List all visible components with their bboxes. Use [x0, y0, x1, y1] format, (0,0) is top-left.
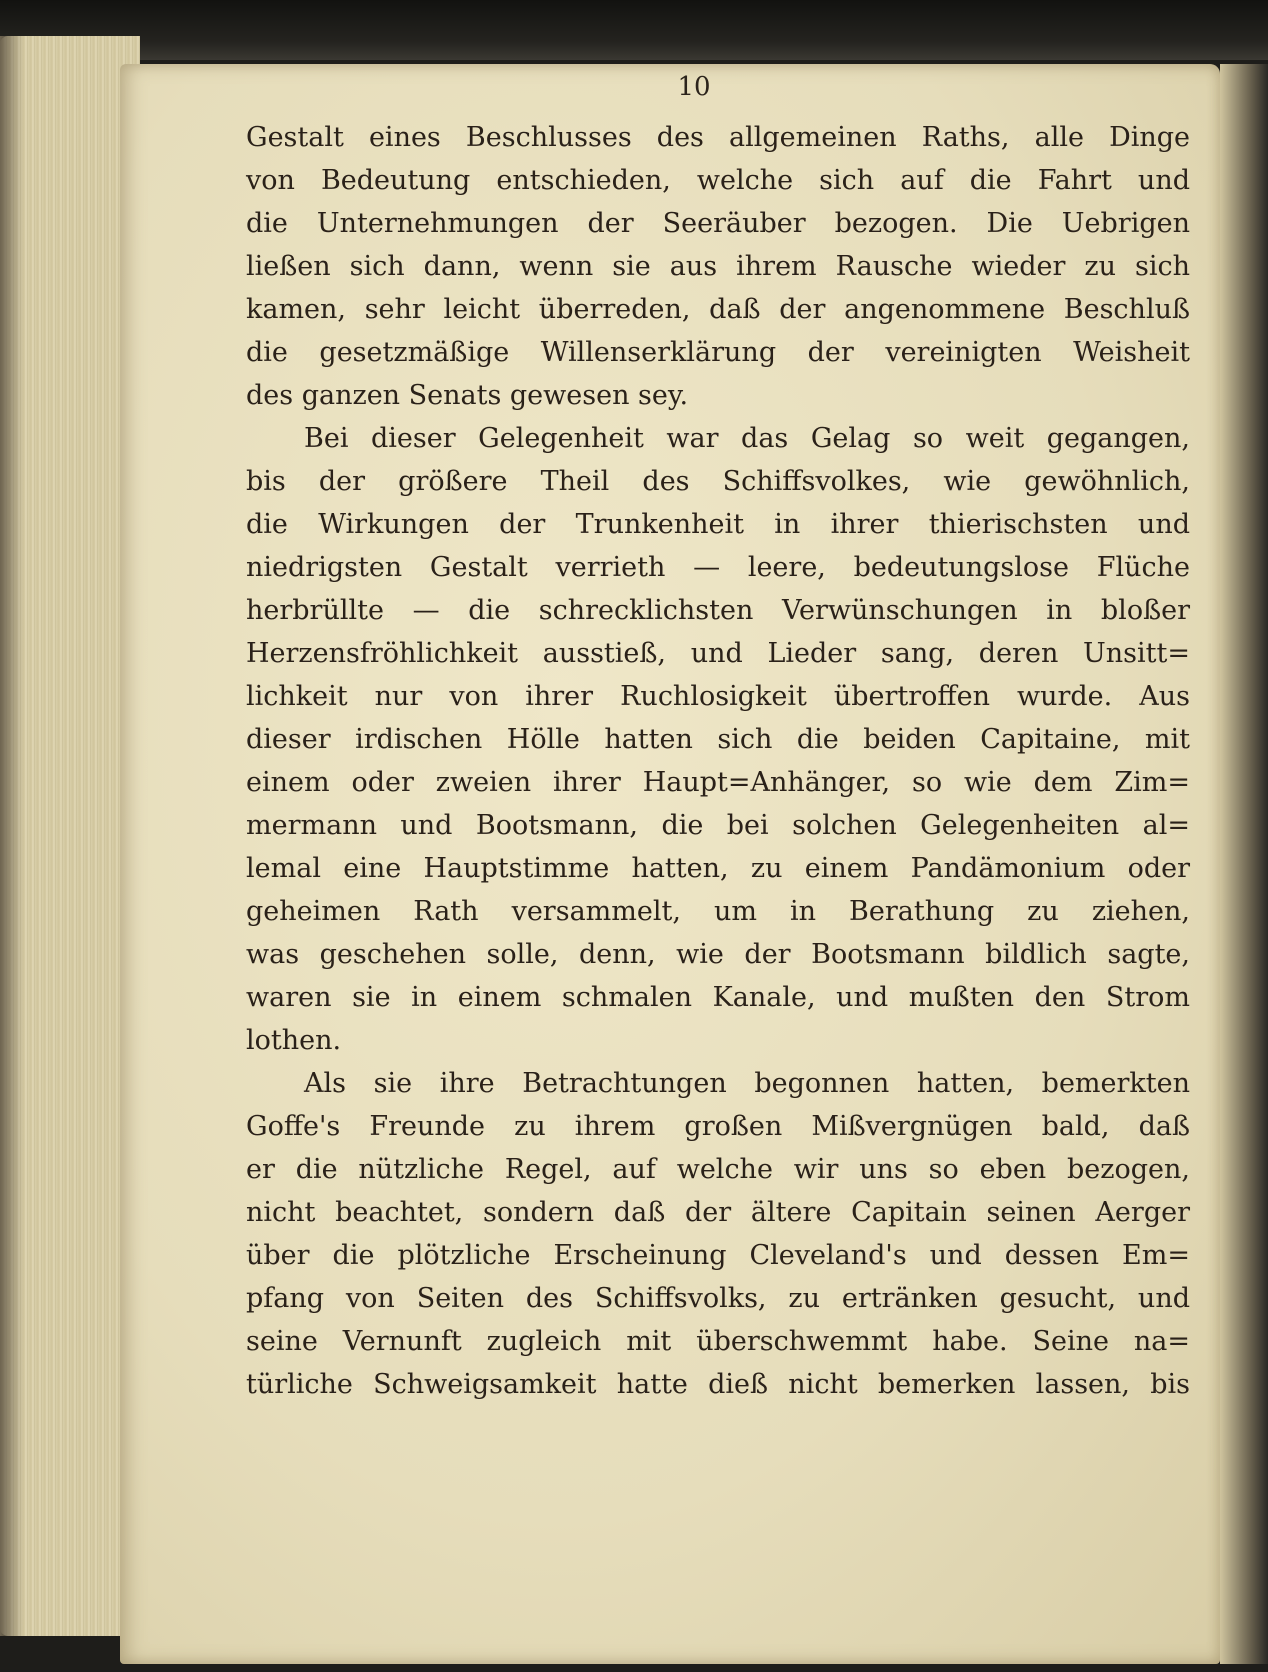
text-line: Goffe's Freunde zu ihrem großen Mißvergnügen bald, daß	[246, 1111, 1190, 1142]
text-line-paragraph-end: des ganzen Senats gewesen sey.	[246, 380, 689, 411]
text-line: kamen, sehr leicht überreden, daß der angenommene Beschluß	[246, 294, 1190, 325]
text-line: über die plötzliche Erscheinung Cleveland's und dessen Em=	[246, 1240, 1190, 1271]
text-line: die Unternehmungen der Seeräuber bezogen. Die Uebrigen	[246, 208, 1190, 239]
text-line: seine Vernunft zugleich mit überschwemmt habe. Seine na=	[246, 1326, 1190, 1357]
text-line: niedrigsten Gestalt verrieth — leere, bedeutungslose Flüche	[246, 552, 1190, 583]
text-line: die Wirkungen der Trunkenheit in ihrer thierischsten und	[246, 509, 1190, 540]
text-line: lemal eine Hauptstimme hatten, zu einem Pandämonium oder	[246, 853, 1190, 884]
text-line: Herzensfröhlichkeit ausstieß, und Lieder sang, deren Unsitt=	[246, 638, 1190, 669]
text-line: türliche Schweigsamkeit hatte dieß nicht bemerken lassen, bis	[246, 1369, 1190, 1400]
text-line: er die nützliche Regel, auf welche wir uns so eben bezogen,	[246, 1154, 1190, 1185]
body-text	[246, 116, 1190, 1406]
text-line-paragraph-start: Als sie ihre Betrachtungen begonnen hatten, bemerkten	[304, 1068, 1190, 1099]
text-line: was geschehen solle, denn, wie der Bootsmann bildlich sagte,	[246, 939, 1190, 970]
text-line-paragraph-end: lothen.	[246, 1025, 342, 1056]
text-line: einem oder zweien ihrer Haupt=Anhänger, so wie dem Zim=	[246, 767, 1190, 798]
text-line: von Bedeutung entschieden, welche sich auf die Fahrt und	[246, 165, 1190, 196]
text-line: waren sie in einem schmalen Kanale, und mußten den Strom	[246, 982, 1190, 1013]
page-number: 10	[677, 72, 711, 102]
scan-background-top	[0, 0, 1268, 60]
text-line-paragraph-start: Bei dieser Gelegenheit war das Gelag so weit gegangen,	[304, 423, 1190, 454]
text-line: bis der größere Theil des Schiffsvolkes, wie gewöhnlich,	[246, 466, 1190, 497]
text-line: mermann und Bootsmann, die bei solchen Gelegenheiten al=	[246, 810, 1190, 841]
book-page-edge-right	[1220, 64, 1268, 1664]
book-spine-shadow	[0, 36, 24, 1636]
text-line: herbrüllte — die schrecklichsten Verwünschungen in bloßer	[246, 595, 1190, 626]
text-line: ließen sich dann, wenn sie aus ihrem Rausche wieder zu sich	[246, 251, 1190, 282]
text-line: nicht beachtet, sondern daß der ältere Capitain seinen Aerger	[246, 1197, 1190, 1228]
text-line: geheimen Rath versammelt, um in Berathung zu ziehen,	[246, 896, 1190, 927]
text-line: die gesetzmäßige Willenserklärung der vereinigten Weisheit	[246, 337, 1190, 368]
text-line: dieser irdischen Hölle hatten sich die beiden Capitaine, mit	[246, 724, 1190, 755]
text-line: Gestalt eines Beschlusses des allgemeinen Raths, alle Dinge	[246, 122, 1190, 153]
text-line: pfang von Seiten des Schiffsvolks, zu ertränken gesucht, und	[246, 1283, 1190, 1314]
text-line: lichkeit nur von ihrer Ruchlosigkeit übertroffen wurde. Aus	[246, 681, 1190, 712]
